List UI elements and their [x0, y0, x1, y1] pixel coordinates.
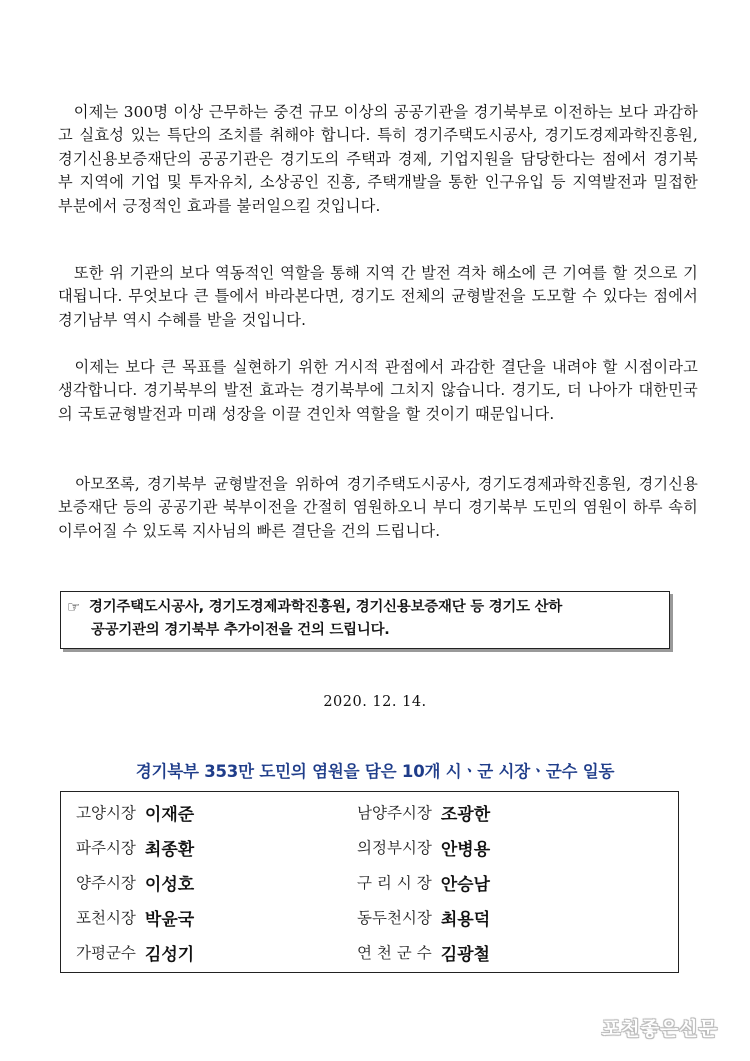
signatory-name: 최용덕 — [440, 909, 491, 930]
signatory — [76, 937, 194, 967]
pointing-hand-icon: ☞ — [67, 598, 81, 616]
signatory-role: 포천시장 — [76, 909, 136, 927]
body-paragraph-4: 아모쪼록, 경기북부 균형발전을 위하여 경기주택도시공사, 경기도경제과학진흥원, 경기신용보증재단 등의 공공기관 북부이전을 간절히 염원하오니 부디 경기북부 도민의 염원이 하루 속히 이루어질 수 있도록 지사님의 빠른 결단을 건의 드립니다. — [58, 475, 698, 540]
publisher-watermark: 포천좋은신문 — [601, 1018, 718, 1040]
signatories-heading: 경기북부 353만 도민의 염원을 담은 10개 시ㆍ군 시장ㆍ군수 일동 — [135, 762, 615, 781]
proposal-callout-text — [89, 596, 664, 642]
signatory-role: 양주시장 — [76, 874, 136, 892]
signatory-role: 가평군수 — [76, 944, 136, 962]
signatory-role: 고양시장 — [76, 804, 136, 822]
signatory-role: 연 천 군 수 — [357, 944, 432, 962]
signatory-name: 이성호 — [144, 874, 195, 895]
signatory-name: 최종환 — [144, 839, 195, 860]
signatory-role: 파주시장 — [76, 839, 136, 857]
body-paragraph-3: 이제는 보다 큰 목표를 실현하기 위한 거시적 관점에서 과감한 결단을 내려야 할 시점이라고 생각합니다. 경기북부의 발전 효과는 경기북부에 그치지 않습니다. 경기도, 더 나아가 대한민국의 국토균형발전과 미래 성장을 이끌 견인차 역할을 할 것이기 때문입니다. — [58, 358, 698, 423]
body-paragraph-1: 이제는 300명 이상 근무하는 중견 규모 이상의 공공기관을 경기북부로 이전하는 보다 과감하고 실효성 있는 특단의 조치를 취해야 합니다. 특히 경기주택도시공사, 경기도경제과학진흥원, 경기신용보증재단의 공공기관은 경기도의 주택과 경제, 기업지원을 담당한다는 점에서 경기북부 지역에 기업 및 투자유치, 소상공인 진흥, 주택개발을 통한 인구유입 등 지역발전과 밀접한 부분에서 긍정적인 효과를 불러일으킬 것입니다. — [58, 103, 698, 215]
signatory — [357, 797, 490, 827]
signatory — [76, 797, 194, 827]
signatory — [357, 867, 490, 897]
callout-line-1: 경기주택도시공사, 경기도경제과학진흥원, 경기신용보증재단 등 경기도 산하 — [89, 599, 563, 615]
signatory-name: 안병용 — [440, 839, 491, 860]
signatory — [76, 832, 194, 862]
proposal-callout-box — [60, 591, 670, 649]
signatory-name: 박윤국 — [144, 909, 195, 930]
signatory-role: 의정부시장 — [357, 839, 432, 857]
body-paragraph-2: 또한 위 기관의 보다 역동적인 역할을 통해 지역 간 발전 격차 해소에 큰 기여를 할 것으로 기대됩니다. 무엇보다 큰 틀에서 바라본다면, 경기도 전체의 균형발전을 도모할 수 있다는 점에서 경기남부 역시 수혜를 받을 것입니다. — [58, 264, 698, 329]
document-date: 2020. 12. 14. — [323, 694, 427, 710]
signatory-role: 남양주시장 — [357, 804, 432, 822]
signatory-name: 김광철 — [440, 944, 490, 965]
callout-line-2: 공공기관의 경기북부 추가이전을 건의 드립니다. — [91, 622, 390, 638]
signatory — [76, 902, 194, 932]
signatory — [357, 937, 490, 967]
signatory-name: 이재준 — [144, 804, 195, 825]
signatory-name: 김성기 — [144, 944, 195, 965]
signatory-role: 구 리 시 장 — [357, 874, 432, 892]
signatory — [76, 867, 194, 897]
signatory-name: 안승남 — [440, 874, 490, 895]
signatory-role: 동두천시장 — [357, 909, 432, 927]
signatory — [357, 902, 490, 932]
signatory — [357, 832, 490, 862]
signatory-name: 조광한 — [440, 804, 491, 825]
